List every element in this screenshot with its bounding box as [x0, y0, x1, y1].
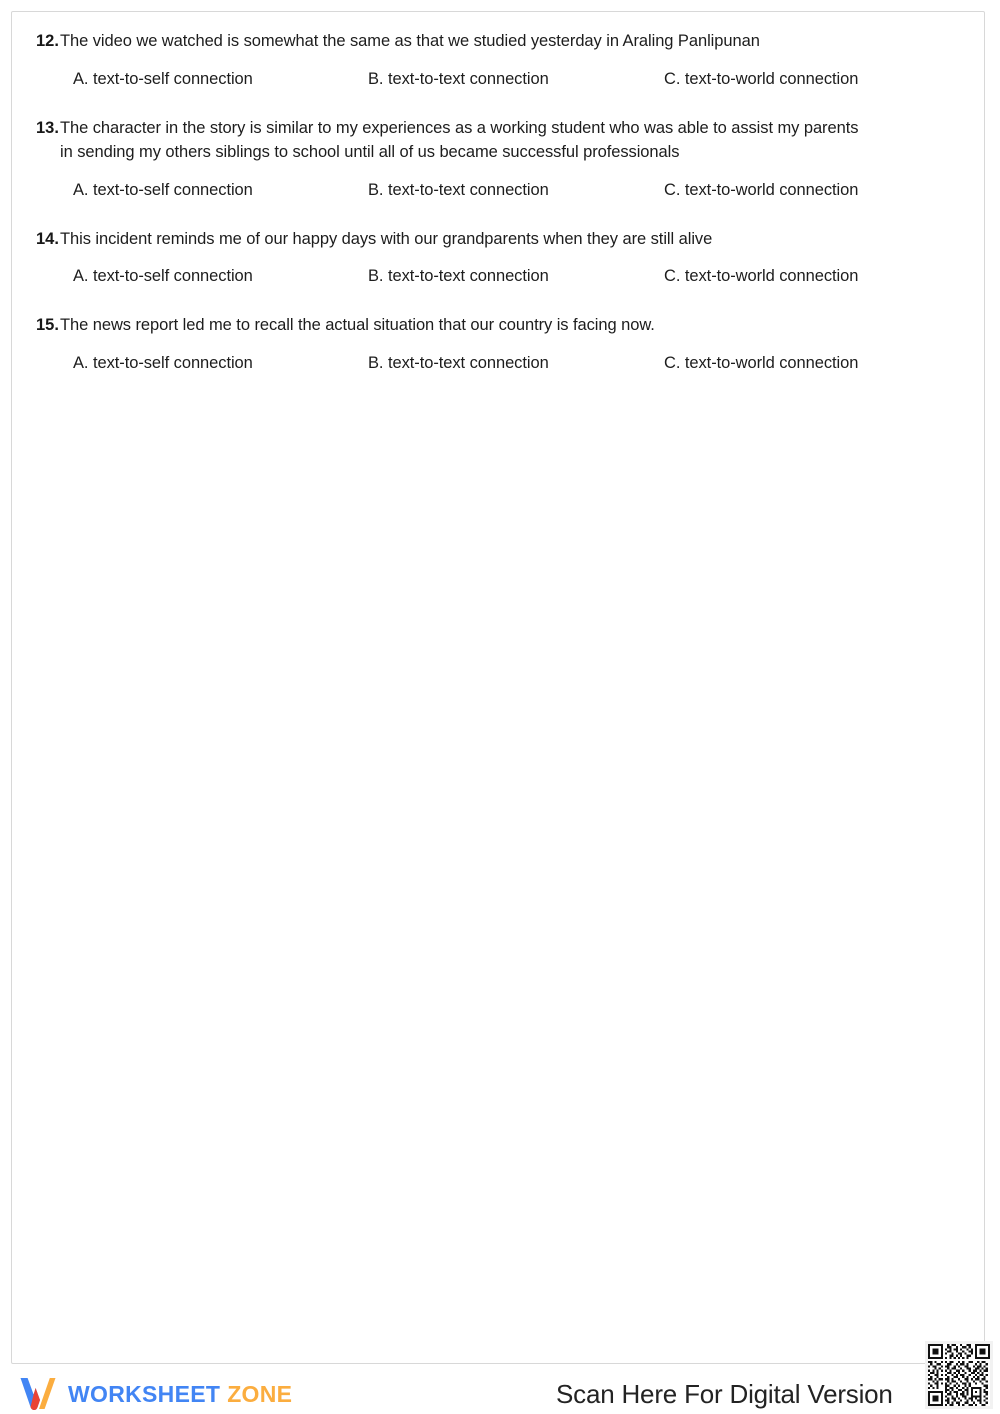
- question-number: 15.: [36, 316, 59, 334]
- question-text: [60, 116, 948, 165]
- option-b[interactable]: B. text-to-text connection: [368, 267, 549, 285]
- question-text-line2: in sending my others siblings to school until all of us became successful professionals: [60, 143, 680, 161]
- question-number: 13.: [36, 118, 59, 137]
- option-a[interactable]: A. text-to-self connection: [73, 353, 253, 372]
- options-row: [23, 264, 954, 304]
- option-c[interactable]: C. text-to-world connection: [664, 267, 859, 285]
- scan-here-text: Scan Here For Digital Version: [556, 1379, 893, 1409]
- option-b[interactable]: B. text-to-text connection: [368, 69, 549, 88]
- option-a[interactable]: A. text-to-self connection: [73, 69, 253, 88]
- question-text-line1: This incident reminds me of our happy days with our grandparents when they are still alive: [60, 229, 713, 248]
- options-row: [23, 351, 954, 391]
- option-a[interactable]: A. text-to-self connection: [73, 267, 253, 285]
- question-block: [23, 227, 954, 305]
- logo-word-worksheet: WORKSHEET: [68, 1381, 221, 1407]
- question-block: [23, 116, 954, 218]
- qr-code-svg: [928, 1344, 990, 1406]
- question-text-line1: The video we watched is somewhat the same as that we studied yesterday in Araling Panlipunan: [60, 32, 760, 50]
- question-line: [23, 313, 954, 338]
- option-a[interactable]: A. text-to-self connection: [73, 180, 253, 199]
- question-line: [23, 227, 954, 252]
- question-text-line1: The character in the story is similar to my experiences as a working student who was able to assist my parents: [60, 118, 859, 137]
- worksheet-zone-logo[interactable]: [16, 1374, 292, 1414]
- option-b[interactable]: B. text-to-text connection: [368, 180, 549, 199]
- worksheet-page-sheet: [11, 11, 985, 1364]
- question-line: [23, 116, 954, 165]
- question-text: [60, 313, 948, 338]
- spacer: [23, 218, 954, 227]
- spacer: [23, 304, 954, 313]
- question-number: 12.: [36, 32, 59, 50]
- logo-word-zone: ZONE: [227, 1381, 293, 1407]
- worksheet-content: [12, 12, 984, 391]
- question-text-line1: The news report led me to recall the actual situation that our country is facing now.: [60, 316, 655, 334]
- worksheet-zone-w-mark-icon: [16, 1376, 60, 1412]
- option-c[interactable]: C. text-to-world connection: [664, 69, 859, 88]
- spacer: [23, 107, 954, 116]
- question-block: [23, 29, 954, 107]
- option-b[interactable]: B. text-to-text connection: [368, 353, 549, 372]
- qr-code-icon[interactable]: [925, 1341, 993, 1409]
- question-line: [23, 29, 954, 54]
- logo-text: [68, 1376, 292, 1412]
- question-text: [60, 227, 948, 252]
- page-footer: [0, 1370, 1000, 1414]
- option-c[interactable]: C. text-to-world connection: [664, 353, 859, 372]
- option-c[interactable]: C. text-to-world connection: [664, 180, 859, 199]
- question-number: 14.: [36, 229, 59, 248]
- options-row: [23, 178, 954, 218]
- question-text: [60, 29, 948, 54]
- options-row: [23, 67, 954, 107]
- question-block: [23, 313, 954, 391]
